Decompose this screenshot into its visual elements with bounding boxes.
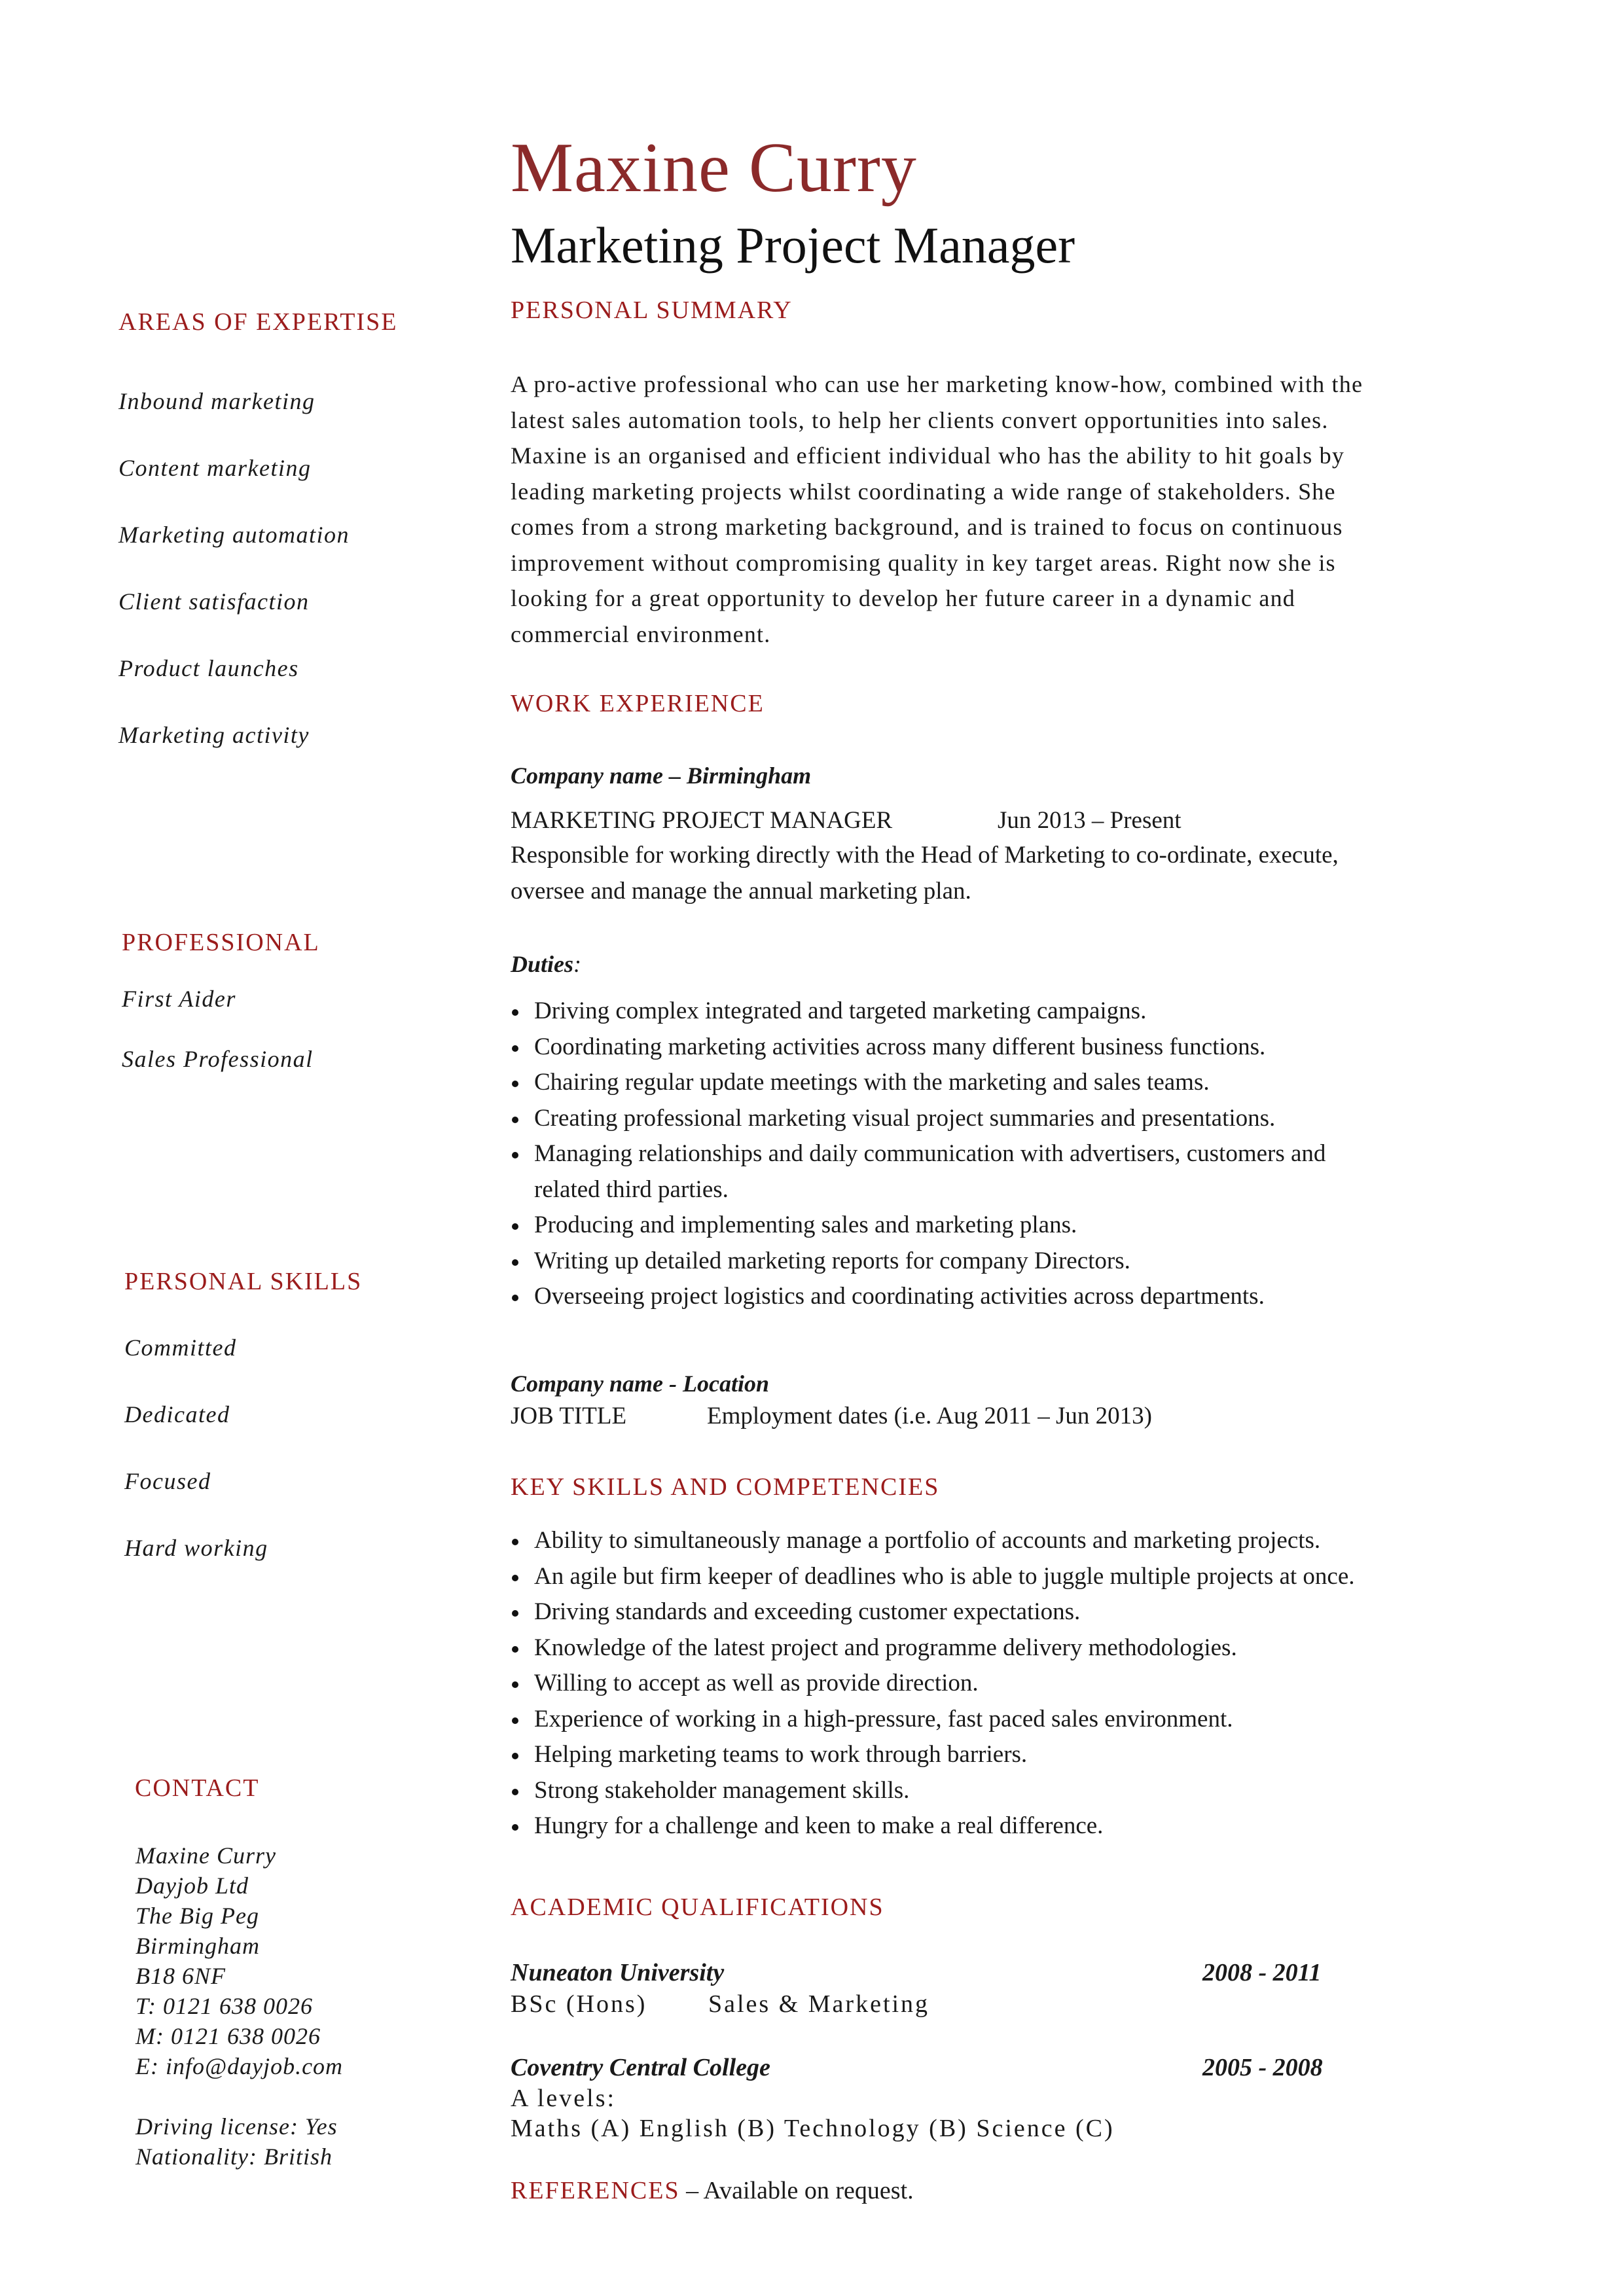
professional-list [122, 985, 314, 1105]
references-label: REFERENCES [511, 2177, 680, 2204]
duty-item: Creating professional marketing visual project summaries and presentations. [511, 1101, 1326, 1137]
duty-item: Writing up detailed marketing reports for company Directors. [511, 1244, 1326, 1280]
candidate-name: Maxine Curry [511, 129, 917, 207]
education-entry [511, 2053, 1362, 2083]
experience-heading: WORK EXPERIENCE [511, 690, 765, 717]
key-skill-item: Willing to accept as well as provide direction. [511, 1666, 1355, 1702]
summary-line: improvement without compromising quality in key target areas. Right now she is [511, 549, 1336, 576]
professional-item: First Aider [122, 986, 236, 1012]
contact-line: Birmingham [135, 1933, 260, 1959]
job1-company: Company name – Birmingham [511, 762, 812, 789]
contact-spacer [135, 2081, 343, 2111]
job1-role-line [511, 806, 1182, 834]
key-skills-heading: KEY SKILLS AND COMPETENCIES [511, 1473, 940, 1501]
key-skill-item: Experience of working in a high-pressure, fast paced sales environment. [511, 1702, 1355, 1738]
expertise-item: Client satisfaction [118, 588, 310, 615]
duties-colon: : [573, 951, 582, 977]
driving-license: Driving license: Yes [135, 2113, 338, 2140]
key-skill-item: An agile but firm keeper of deadlines who is able to juggle multiple projects at once. [511, 1559, 1355, 1595]
references-text: – Available on request. [679, 2177, 914, 2204]
personal-skill-item: Dedicated [124, 1401, 230, 1427]
candidate-title: Marketing Project Manager [511, 217, 1075, 274]
skills-heading: PERSONAL SKILLS [124, 1268, 363, 1295]
duties-label [511, 950, 581, 978]
duties-list [511, 994, 1326, 1315]
key-skill-item: Ability to simultaneously manage a portfolio of accounts and marketing projects. [511, 1523, 1355, 1559]
duty-item: Producing and implementing sales and marketing plans. [511, 1208, 1326, 1244]
contact-line: The Big Peg [135, 1903, 259, 1929]
summary-heading: PERSONAL SUMMARY [511, 296, 793, 324]
duty-item-line: related third parties. [534, 1175, 729, 1203]
job1-role: MARKETING PROJECT MANAGER [511, 807, 893, 834]
job2-role-line [511, 1402, 1152, 1430]
duty-item: Coordinating marketing activities across many different business functions. [511, 1030, 1326, 1066]
expertise-list [118, 387, 350, 788]
key-skills-list [511, 1523, 1355, 1844]
summary-line: commercial environment. [511, 620, 771, 647]
school-name: Nuneaton University [511, 1959, 725, 1986]
duty-item [511, 1136, 1326, 1208]
nationality: Nationality: British [135, 2144, 333, 2170]
job2-company: Company name - Location [511, 1371, 769, 1397]
degree-line [511, 1990, 930, 2018]
key-skill-item: Helping marketing teams to work through barriers. [511, 1737, 1355, 1773]
personal-skill-item: Focused [124, 1468, 211, 1494]
sidebar [0, 0, 458, 2296]
summary-line: A pro-active professional who can use her marketing know-how, combined with the [511, 371, 1363, 397]
degree: BSc (Hons) [511, 1990, 647, 2018]
contact-line: B18 6NF [135, 1963, 226, 1989]
references [511, 2176, 914, 2205]
school-years: 2008 - 2011 [1202, 1959, 1322, 1986]
main-column [511, 0, 1492, 2296]
degree-field: Sales & Marketing [708, 1990, 930, 2018]
job1-desc-line: Responsible for working directly with the Head of Marketing to co-ordinate, execute, [511, 842, 1339, 869]
summary-line: looking for a great opportunity to develop her future career in a dynamic and [511, 585, 1295, 611]
contact-email: E: info@dayjob.com [135, 2053, 344, 2079]
duty-item: Chairing regular update meetings with the marketing and sales teams. [511, 1065, 1326, 1101]
personal-skills-list [124, 1334, 268, 1601]
job2-dates: Employment dates (i.e. Aug 2011 – Jun 2013) [707, 1403, 1152, 1429]
education-entry [511, 1958, 1362, 1988]
job1-desc-line: oversee and manage the annual marketing plan. [511, 877, 971, 905]
contact-mobile: M: 0121 638 0026 [135, 2023, 321, 2049]
personal-skill-item: Committed [124, 1335, 237, 1361]
a-levels-label: A levels: [511, 2085, 617, 2112]
duty-item-line: Managing relationships and daily communication with advertisers, customers and [534, 1140, 1326, 1167]
job1-dates: Jun 2013 – Present [998, 807, 1182, 834]
key-skill-item: Hungry for a challenge and keen to make a real difference. [511, 1808, 1355, 1844]
a-levels-results: Maths (A) English (B) Technology (B) Science (C) [511, 2115, 1115, 2142]
contact-details [135, 1840, 343, 2172]
school-name: Coventry Central College [511, 2054, 770, 2081]
contact-phone: T: 0121 638 0026 [135, 1993, 314, 2019]
personal-summary [511, 367, 1460, 652]
duty-item: Driving complex integrated and targeted marketing campaigns. [511, 994, 1326, 1030]
professional-item: Sales Professional [122, 1046, 314, 1072]
key-skill-item: Knowledge of the latest project and programme delivery methodologies. [511, 1630, 1355, 1666]
job2-role: JOB TITLE [511, 1403, 627, 1429]
expertise-item: Product launches [118, 655, 299, 681]
summary-line: comes from a strong marketing background, and is trained to focus on continuous [511, 514, 1343, 540]
job1-description [511, 838, 1339, 909]
expertise-item: Inbound marketing [118, 388, 316, 414]
contact-line: Maxine Curry [135, 1842, 276, 1869]
contact-line: Dayjob Ltd [135, 1873, 249, 1899]
summary-line: latest sales automation tools, to help her clients convert opportunities into sales. [511, 406, 1329, 433]
key-skill-item: Driving standards and exceeding customer expectations. [511, 1594, 1355, 1630]
expertise-item: Content marketing [118, 455, 312, 481]
personal-skill-item: Hard working [124, 1535, 268, 1561]
contact-heading: CONTACT [135, 1774, 260, 1802]
key-skill-item: Strong stakeholder management skills. [511, 1773, 1355, 1809]
education-heading: ACADEMIC QUALIFICATIONS [511, 1893, 884, 1921]
expertise-heading: AREAS OF EXPERTISE [118, 308, 398, 336]
summary-line: Maxine is an organised and efficient individual who has the ability to hit goals by [511, 442, 1345, 469]
expertise-item: Marketing activity [118, 722, 310, 748]
duties-label-text: Duties [511, 951, 574, 977]
summary-line: leading marketing projects whilst coordinating a wide range of stakeholders. She [511, 478, 1336, 505]
school-years: 2005 - 2008 [1202, 2054, 1323, 2081]
duty-item: Overseeing project logistics and coordinating activities across departments. [511, 1279, 1326, 1315]
expertise-item: Marketing automation [118, 522, 350, 548]
professional-heading: PROFESSIONAL [122, 929, 320, 956]
